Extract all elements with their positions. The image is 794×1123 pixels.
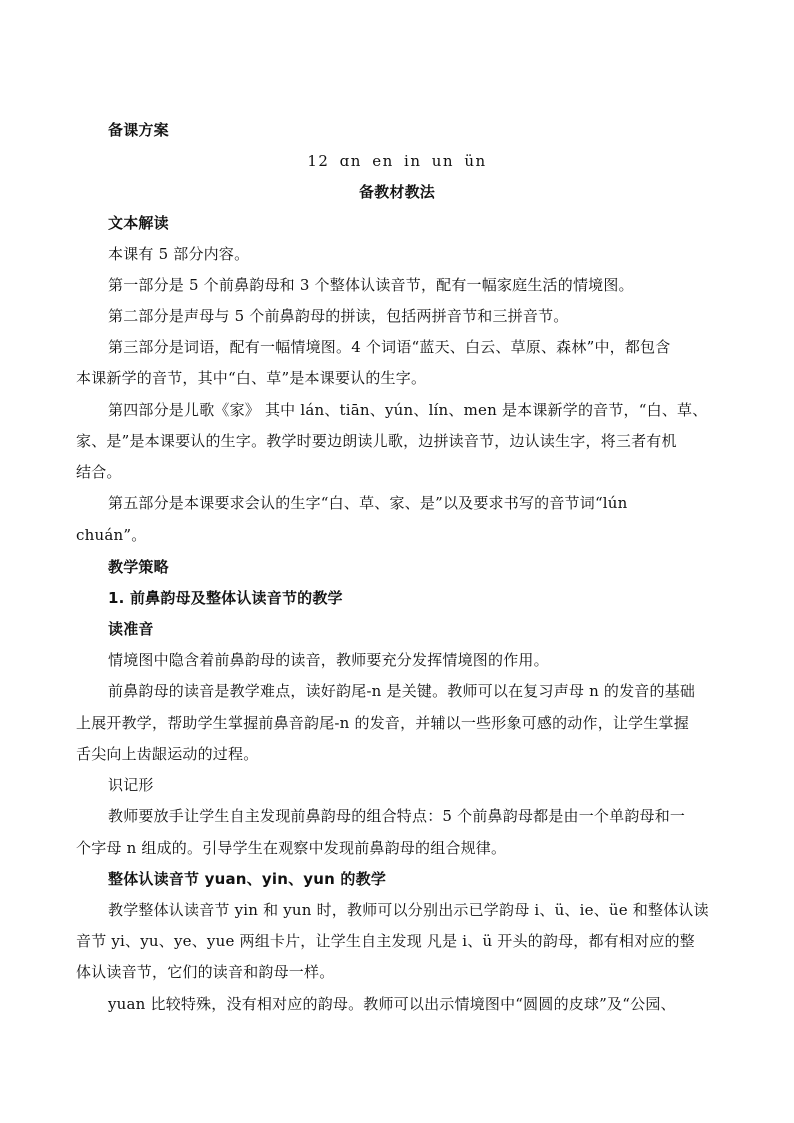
paragraph-part4-line1: 第四部分是儿歌《家》 其中 lán、tiān、yún、lín、men 是本课新学的音节，“白、草、 (108, 401, 708, 419)
section-title: 备教材教法 (358, 183, 435, 201)
heading-shape: 识记形 (108, 776, 154, 794)
paragraph-part5-line1: 第五部分是本课要求会认的生字“白、草、家、是”以及要求书写的音节词“lún (108, 494, 628, 512)
paragraph-read-2-line2: 上展开教学，帮助学生掌握前鼻音韵尾-n 的发音，并辅以一些形象可感的动作，让学生掌握 (76, 714, 689, 732)
paragraph-part2: 第二部分是声母与 5 个前鼻韵母的拼读，包括两拼音节和三拼音节。 (108, 307, 569, 325)
paragraph-syllable-1-line1: 教学整体认读音节 yin 和 yun 时，教师可以分别出示已学韵母 i、ü、ie、üe 和整体认读 (108, 901, 709, 919)
heading-syllable: 整体认读音节 yuan、yin、yun 的教学 (108, 870, 387, 888)
paragraph-syllable-1-line3: 体认读音节，它们的读音和韵母一样。 (76, 963, 335, 981)
paragraph-read-2-line1: 前鼻韵母的读音是教学难点，读好韵尾-n 是关键。教师可以在复习声母 n 的发音的基础 (108, 682, 696, 700)
paragraph-part4-line3: 结合。 (76, 463, 122, 481)
heading-strategy-1: 1. 前鼻韵母及整体认读音节的教学 (108, 589, 343, 607)
lesson-title: 12 ɑn en in un ün (307, 152, 487, 170)
paragraph-part3-line2: 本课新学的音节，其中“白、草”是本课要认的生字。 (76, 369, 427, 387)
paragraph-shape-line2: 个字母 n 组成的。引导学生在观察中发现前鼻韵母的组合规律。 (76, 839, 507, 857)
heading-strategy: 教学策略 (108, 558, 169, 576)
heading-read: 读准音 (108, 620, 154, 638)
paragraph-part3-line1: 第三部分是词语，配有一幅情境图。4 个词语“蓝天、白云、草原、森林”中，都包含 (108, 338, 671, 356)
paragraph-part1: 第一部分是 5 个前鼻韵母和 3 个整体认读音节，配有一幅家庭生活的情境图。 (108, 276, 634, 294)
paragraph-intro: 本课有 5 部分内容。 (108, 245, 250, 263)
paragraph-syllable-2-line1: yuan 比较特殊，没有相对应的韵母。教师可以出示情境图中“圆圆的皮球”及“公园、 (108, 995, 676, 1013)
paragraph-part4-line2: 家、是”是本课要认的生字。教学时要边朗读儿歌，边拼读音节，边认读生字，将三者有机 (76, 432, 677, 450)
paragraph-shape-line1: 教师要放手让学生自主发现前鼻韵母的组合特点：5 个前鼻韵母都是由一个单韵母和一 (108, 807, 686, 825)
paragraph-syllable-1-line2: 音节 yi、yu、ye、yue 两组卡片，让学生自主发现 凡是 i、ü 开头的韵母，都有相对应的整 (76, 932, 695, 950)
doc-header: 备课方案 (108, 121, 169, 139)
heading-text-reading: 文本解读 (108, 214, 169, 232)
paragraph-read-2-line3: 舌尖向上齿龈运动的过程。 (76, 745, 259, 763)
paragraph-read-1: 情境图中隐含着前鼻韵母的读音，教师要充分发挥情境图的作用。 (108, 651, 549, 669)
paragraph-part5-line2: chuán”。 (76, 526, 147, 544)
